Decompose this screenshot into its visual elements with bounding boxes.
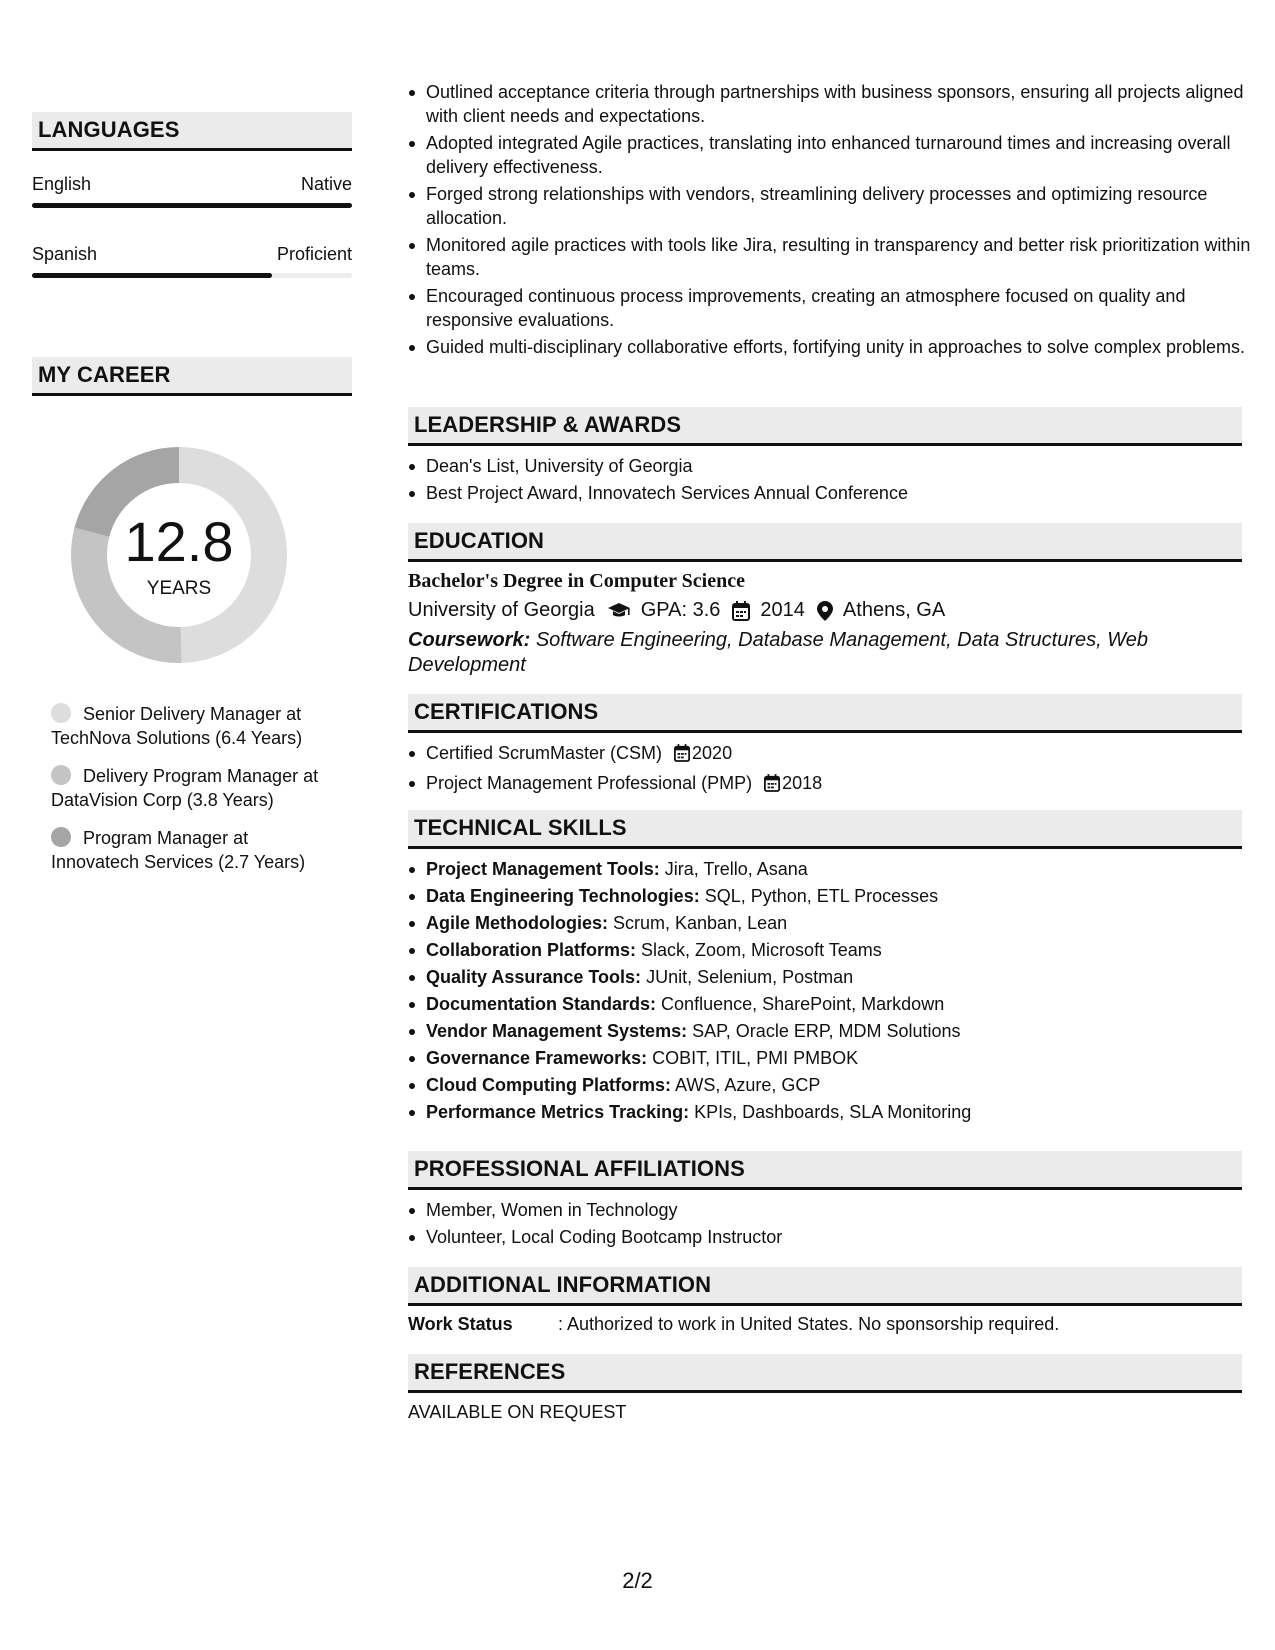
career-legend-item <box>51 764 341 812</box>
affiliations-list <box>408 1198 1260 1249</box>
skill-value: SQL, Python, ETL Processes <box>704 886 939 906</box>
skill-item <box>426 911 1260 935</box>
certification-year: 2020 <box>692 743 733 763</box>
skill-value: SAP, Oracle ERP, MDM Solutions <box>692 1021 961 1041</box>
skill-value: Confluence, SharePoint, Markdown <box>661 994 945 1014</box>
experience-bullet: Guided multi-disciplinary collaborative efforts, fortifying unity in approaches to solve complex problems. <box>426 335 1260 359</box>
donut-center <box>66 442 292 668</box>
language-level: Proficient <box>276 244 352 264</box>
experience-bullets <box>408 80 1260 359</box>
language-bar-fill <box>32 273 272 278</box>
coursework-label: Coursework: <box>408 629 531 651</box>
skill-item <box>426 992 1260 1016</box>
experience-bullet: Forged strong relationships with vendors, streamlining delivery processes and optimizing resource allocation. <box>426 182 1260 230</box>
language-spanish <box>32 244 352 278</box>
gpa: GPA: 3.6 <box>640 599 721 621</box>
skill-value: JUnit, Selenium, Postman <box>646 967 854 987</box>
skill-value: COBIT, ITIL, PMI PMBOK <box>652 1048 859 1068</box>
career-donut-chart <box>66 442 292 668</box>
legend-label: Program Manager at Innovatech Services (2.7 Years) <box>51 828 306 872</box>
skill-label: Collaboration Platforms: <box>426 940 637 960</box>
legend-label: Delivery Program Manager at DataVision Corp (3.8 Years) <box>51 766 319 810</box>
skill-label: Quality Assurance Tools: <box>426 967 642 987</box>
skill-item <box>426 857 1260 881</box>
certification-year: 2018 <box>782 773 823 793</box>
certification-name: Project Management Professional (PMP) <box>426 773 753 793</box>
additional-info-heading: ADDITIONAL INFORMATION <box>408 1267 1242 1306</box>
career-legend <box>51 702 341 888</box>
certification-name: Certified ScrumMaster (CSM) <box>426 743 663 763</box>
calendar-icon <box>764 774 780 798</box>
skill-item <box>426 965 1260 989</box>
skills-list <box>408 857 1260 1124</box>
graduation-cap-icon <box>607 602 631 620</box>
experience-bullet: Adopted integrated Agile practices, translating into enhanced turnaround times and increasing overall delivery effectiveness. <box>426 131 1260 179</box>
education-entry <box>408 570 1242 678</box>
skill-item <box>426 1100 1260 1124</box>
degree-title: Bachelor's Degree in Computer Science <box>408 570 745 592</box>
location-pin-icon <box>817 601 833 621</box>
experience-bullet: Monitored agile practices with tools like Jira, resulting in transparency and better risk prioritization within teams. <box>426 233 1260 281</box>
skill-item <box>426 1019 1260 1043</box>
skill-label: Documentation Standards: <box>426 994 657 1014</box>
certifications-heading: CERTIFICATIONS <box>408 694 1242 733</box>
skill-item <box>426 1073 1260 1097</box>
legend-dot <box>51 827 71 847</box>
graduation-year: 2014 <box>760 599 805 621</box>
skill-value: Jira, Trello, Asana <box>664 859 808 879</box>
experience-bullet: Encouraged continuous process improvements, creating an atmosphere focused on quality and responsive evaluations. <box>426 284 1260 332</box>
references-heading: REFERENCES <box>408 1354 1242 1393</box>
work-status-row <box>408 1314 1242 1335</box>
skill-value: Scrum, Kanban, Lean <box>613 913 788 933</box>
career-legend-item <box>51 702 341 750</box>
skill-label: Performance Metrics Tracking: <box>426 1102 690 1122</box>
leadership-list <box>408 454 1260 505</box>
skill-value: KPIs, Dashboards, SLA Monitoring <box>694 1102 972 1122</box>
language-bar-fill <box>32 203 352 208</box>
work-status-value: : Authorized to work in United States. No sponsorship required. <box>558 1314 1060 1334</box>
affiliation-item: Volunteer, Local Coding Bootcamp Instructor <box>426 1225 1260 1249</box>
legend-dot <box>51 703 71 723</box>
page-number: 2/2 <box>622 1568 653 1593</box>
work-status-label: Work Status <box>408 1314 513 1334</box>
skill-value: AWS, Azure, GCP <box>675 1075 821 1095</box>
legend-label: Senior Delivery Manager at TechNova Solutions (6.4 Years) <box>51 704 303 748</box>
career-total-unit: YEARS <box>146 578 212 599</box>
calendar-icon <box>674 744 690 768</box>
career-total-years: 12.8 <box>124 510 234 573</box>
languages-heading: LANGUAGES <box>32 112 352 151</box>
skill-label: Agile Methodologies: <box>426 913 608 933</box>
affiliation-item: Member, Women in Technology <box>426 1198 1260 1222</box>
language-name: Spanish <box>32 244 98 264</box>
coursework-text: Software Engineering, Database Management, Data Structures, Web Development <box>408 629 1148 676</box>
skill-label: Project Management Tools: <box>426 859 660 879</box>
leadership-item: Best Project Award, Innovatech Services Annual Conference <box>426 481 1260 505</box>
skill-value: Slack, Zoom, Microsoft Teams <box>641 940 882 960</box>
skill-label: Data Engineering Technologies: <box>426 886 700 906</box>
skills-heading: TECHNICAL SKILLS <box>408 810 1242 849</box>
skill-label: Cloud Computing Platforms: <box>426 1075 671 1095</box>
skill-item <box>426 1046 1260 1070</box>
school-name: University of Georgia <box>408 599 595 621</box>
language-level: Native <box>300 174 352 194</box>
language-bar <box>32 203 352 208</box>
education-meta <box>408 599 1242 622</box>
skill-label: Governance Frameworks: <box>426 1048 648 1068</box>
certification-item <box>426 741 1260 768</box>
certifications-list <box>408 741 1260 798</box>
language-name: English <box>32 174 92 194</box>
skill-item <box>426 938 1260 962</box>
language-bar <box>32 273 352 278</box>
coursework <box>408 628 1242 678</box>
career-heading: MY CAREER <box>32 357 352 396</box>
experience-bullet: Outlined acceptance criteria through partnerships with business sponsors, ensuring all projects aligned with client needs and expectations. <box>426 80 1260 128</box>
leadership-item: Dean's List, University of Georgia <box>426 454 1260 478</box>
references-text: AVAILABLE ON REQUEST <box>408 1402 627 1422</box>
education-heading: EDUCATION <box>408 523 1242 562</box>
leadership-heading: LEADERSHIP & AWARDS <box>408 407 1242 446</box>
language-english <box>32 174 352 208</box>
certification-item <box>426 771 1260 798</box>
affiliations-heading: PROFESSIONAL AFFILIATIONS <box>408 1151 1242 1190</box>
skill-label: Vendor Management Systems: <box>426 1021 688 1041</box>
school-location: Athens, GA <box>842 599 946 621</box>
calendar-icon <box>732 601 750 621</box>
skill-item <box>426 884 1260 908</box>
legend-dot <box>51 765 71 785</box>
career-legend-item <box>51 826 341 874</box>
